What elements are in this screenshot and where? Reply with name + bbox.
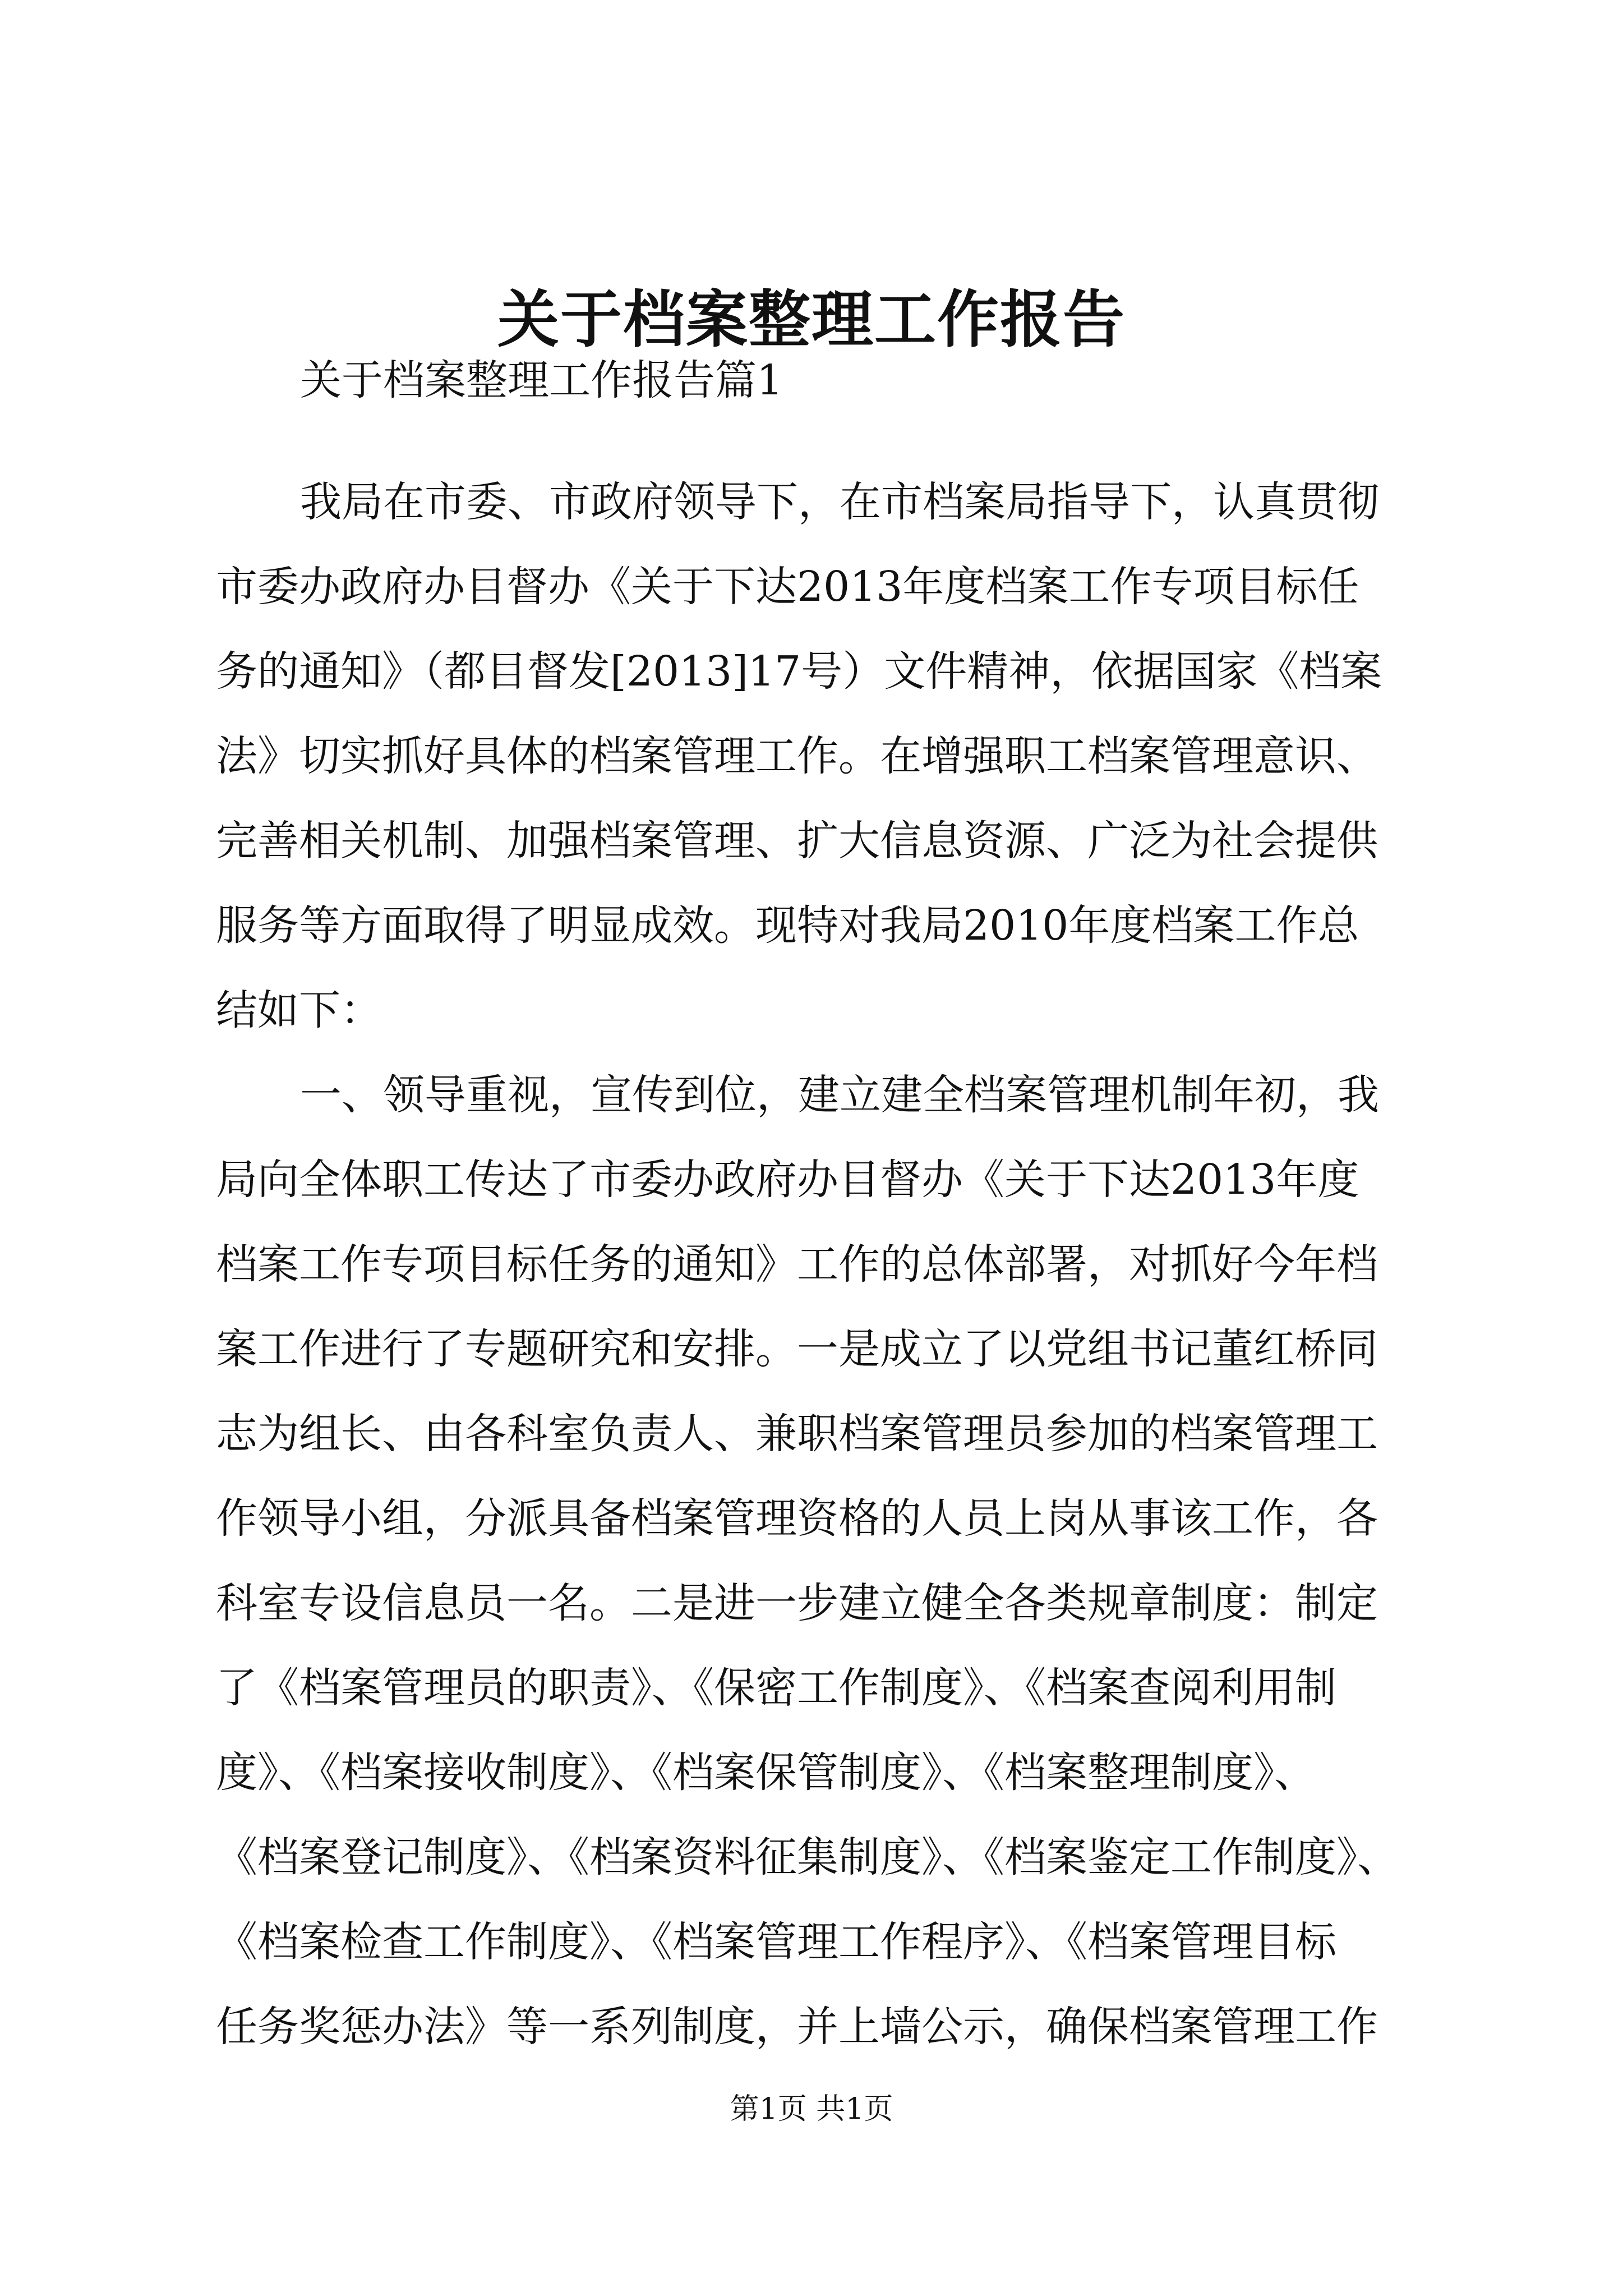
paragraph-line: 作领导小组，分派具备档案管理资格的人员上岗从事该工作，各 [216,1494,1378,1543]
paragraph-line: 务的通知》（都目督发[2013]17号）文件精神，依据国家《档案 [216,647,1382,696]
document-subtitle: 关于档案整理工作报告篇1 [300,356,783,404]
paragraph-line: 结如下： [216,986,382,1034]
document-title: 关于档案整理工作报告 [497,283,1126,356]
paragraph-line: 市委办政府办目督办《关于下达2013年度档案工作专项目标任 [216,563,1359,611]
paragraph-line: 了《档案管理员的职责》、《保密工作制度》、《档案查阅利用制 [216,1664,1336,1712]
paragraph-line: 案工作进行了专题研究和安排。一是成立了以党组书记董红桥同 [216,1325,1378,1373]
paragraph-line: 志为组长、由各科室负责人、兼职档案管理员参加的档案管理工 [216,1410,1378,1458]
paragraph-line: 档案工作专项目标任务的通知》工作的总体部署，对抓好今年档 [216,1240,1378,1289]
paragraph-line: 局向全体职工传达了市委办政府办目督办《关于下达2013年度 [216,1156,1359,1204]
paragraph-line: 《档案检查工作制度》、《档案管理工作程序》、《档案管理目标 [216,1918,1336,1966]
paragraph-line: 我局在市委、市政府领导下，在市档案局指导下，认真贯彻 [300,478,1379,526]
paragraph-line: 一、领导重视，宣传到位，建立建全档案管理机制年初，我 [300,1071,1379,1119]
paragraph-line: 科室专设信息员一名。二是进一步建立健全各类规章制度：制定 [216,1579,1378,1627]
page-footer: 第1页 共1页 [730,2092,893,2126]
paragraph-line: 服务等方面取得了明显成效。现特对我局2010年度档案工作总 [216,901,1359,950]
paragraph-line: 度》、《档案接收制度》、《档案保管制度》、《档案整理制度》、 [216,1749,1316,1797]
paragraph-line: 完善相关机制、加强档案管理、扩大信息资源、广泛为社会提供 [216,817,1378,865]
paragraph-line: 《档案登记制度》、《档案资料征集制度》、《档案鉴定工作制度》、 [216,1833,1399,1881]
paragraph-line: 任务奖惩办法》等一系列制度，并上墙公示，确保档案管理工作 [216,2003,1378,2051]
paragraph-line: 法》切实抓好具体的档案管理工作。在增强职工档案管理意识、 [216,732,1378,780]
